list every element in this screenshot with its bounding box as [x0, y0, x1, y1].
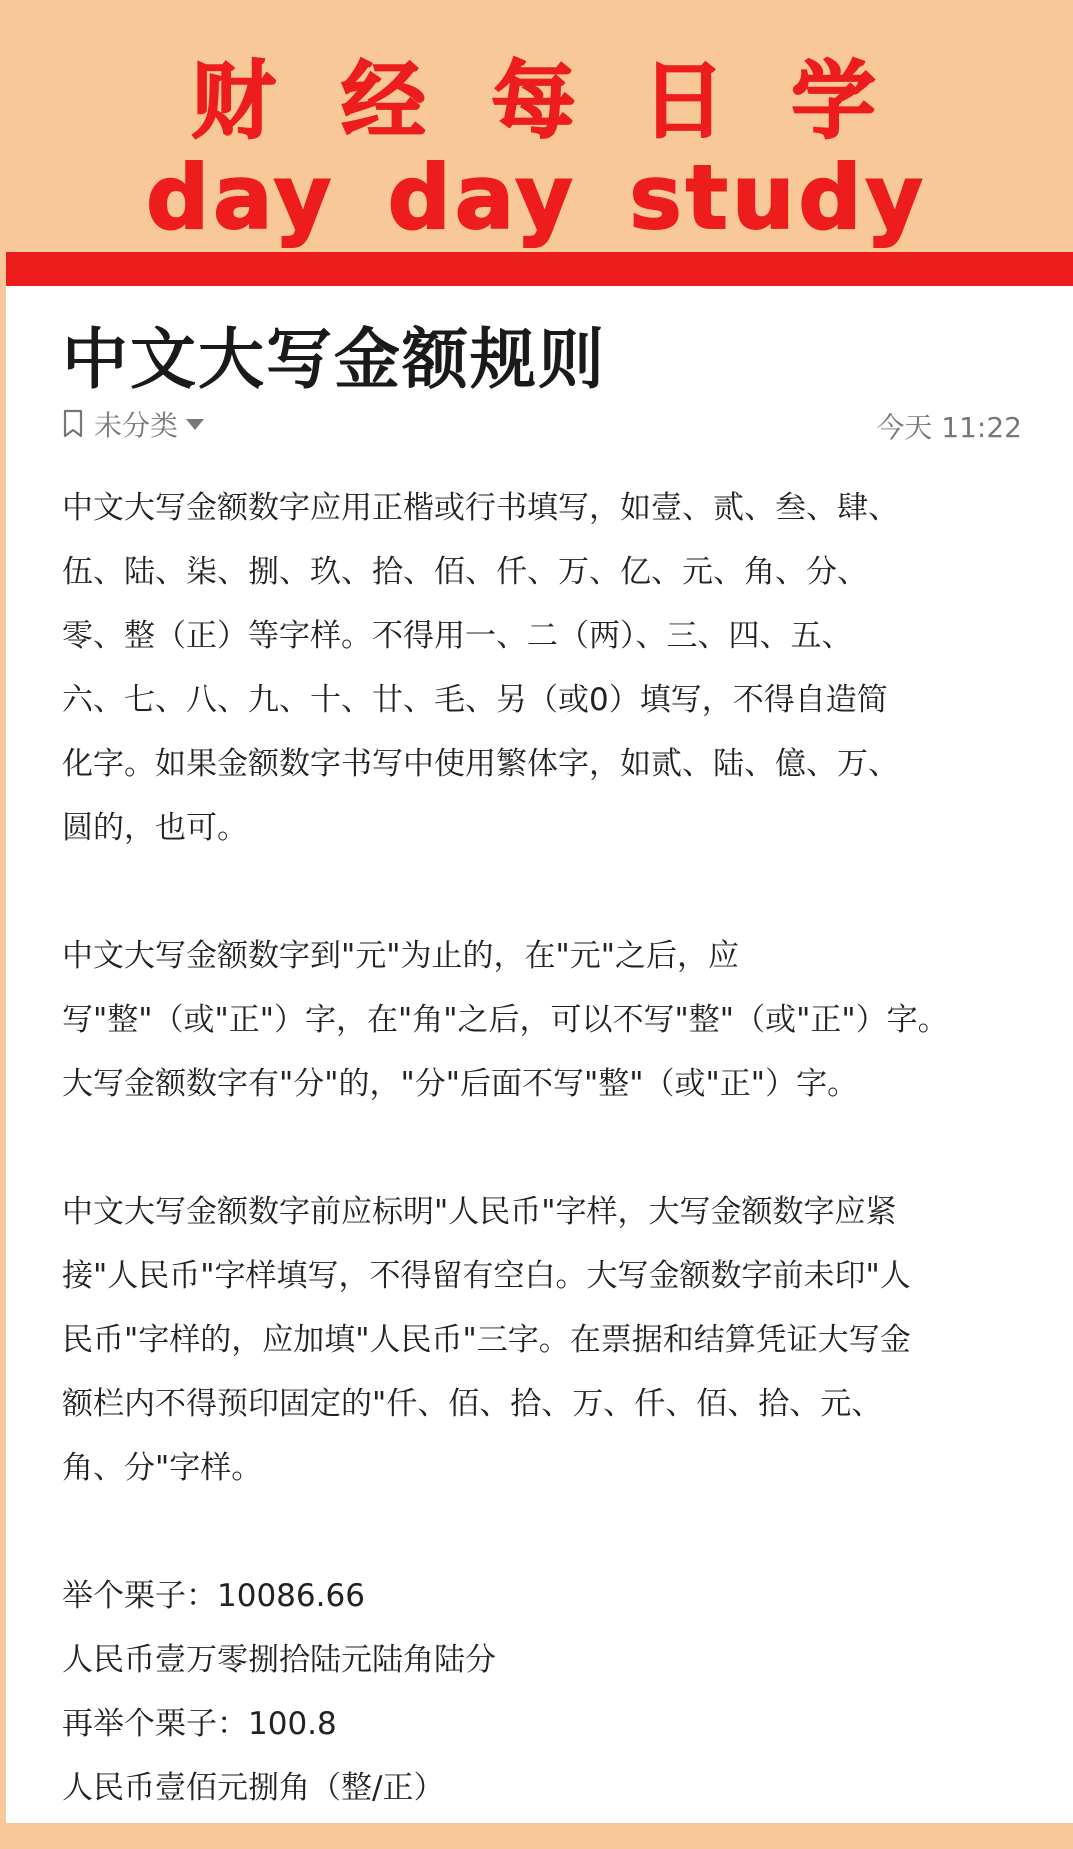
bookmark-icon — [62, 409, 84, 439]
text-line: 伍、陆、柒、捌、玖、拾、佰、仟、万、亿、元、角、分、 — [62, 554, 868, 590]
article-meta — [62, 404, 1022, 444]
header-banner — [0, 0, 1073, 252]
paragraph-chinese-numerals — [62, 476, 1062, 860]
article-timestamp: 今天 11:22 — [876, 411, 1022, 444]
text-line: 零、整（正）等字样。不得用一、二（两）、三、四、五、 — [62, 618, 853, 654]
text-line: 六、七、八、九、十、廿、毛、另（或0）填写，不得自造简 — [62, 682, 888, 718]
paragraph-zheng-rule — [62, 924, 1062, 1116]
text-line: 民币"字样的，应加填"人民币"三字。在票据和结算凭证大写金 — [62, 1322, 911, 1358]
banner-title-english: day day study — [146, 146, 927, 249]
article-body — [62, 476, 1062, 1820]
example-line: 再举个栗子：100.8 — [62, 1706, 337, 1742]
examples-block — [62, 1564, 1062, 1820]
text-line: 大写金额数字有"分"的，"分"后面不写"整"（或"正"）字。 — [62, 1066, 859, 1102]
footer-strip — [0, 1823, 1073, 1849]
example-line: 人民币壹万零捌拾陆元陆角陆分 — [62, 1642, 496, 1678]
text-line: 中文大写金额数字到"元"为止的，在"元"之后，应 — [62, 938, 740, 974]
category-selector[interactable] — [62, 404, 204, 444]
text-line: 化字。如果金额数字书写中使用繁体字，如贰、陆、億、万、 — [62, 746, 899, 782]
text-line: 角、分"字样。 — [62, 1450, 263, 1486]
text-line: 中文大写金额数字前应标明"人民币"字样，大写金额数字应紧 — [62, 1194, 897, 1230]
article-title: 中文大写金额规则 — [62, 321, 606, 398]
banner-title-chinese: 财经每日学 — [191, 52, 942, 150]
banner-divider — [6, 252, 1073, 286]
category-label: 未分类 — [94, 409, 179, 442]
example-line: 举个栗子：10086.66 — [62, 1578, 365, 1614]
paragraph-rmb-rule — [62, 1180, 1062, 1500]
article-card — [6, 286, 1073, 1823]
chevron-down-icon — [186, 419, 204, 430]
example-line: 人民币壹佰元捌角（整/正） — [62, 1770, 445, 1806]
text-line: 接"人民币"字样填写，不得留有空白。大写金额数字前未印"人 — [62, 1258, 911, 1294]
text-line: 圆的，也可。 — [62, 810, 248, 846]
text-line: 额栏内不得预印固定的"仟、佰、拾、万、仟、佰、拾、元、 — [62, 1386, 883, 1422]
text-line: 写"整"（或"正"）字，在"角"之后，可以不写"整"（或"正"）字。 — [62, 1002, 949, 1038]
text-line: 中文大写金额数字应用正楷或行书填写，如壹、贰、叁、肆、 — [62, 490, 899, 526]
